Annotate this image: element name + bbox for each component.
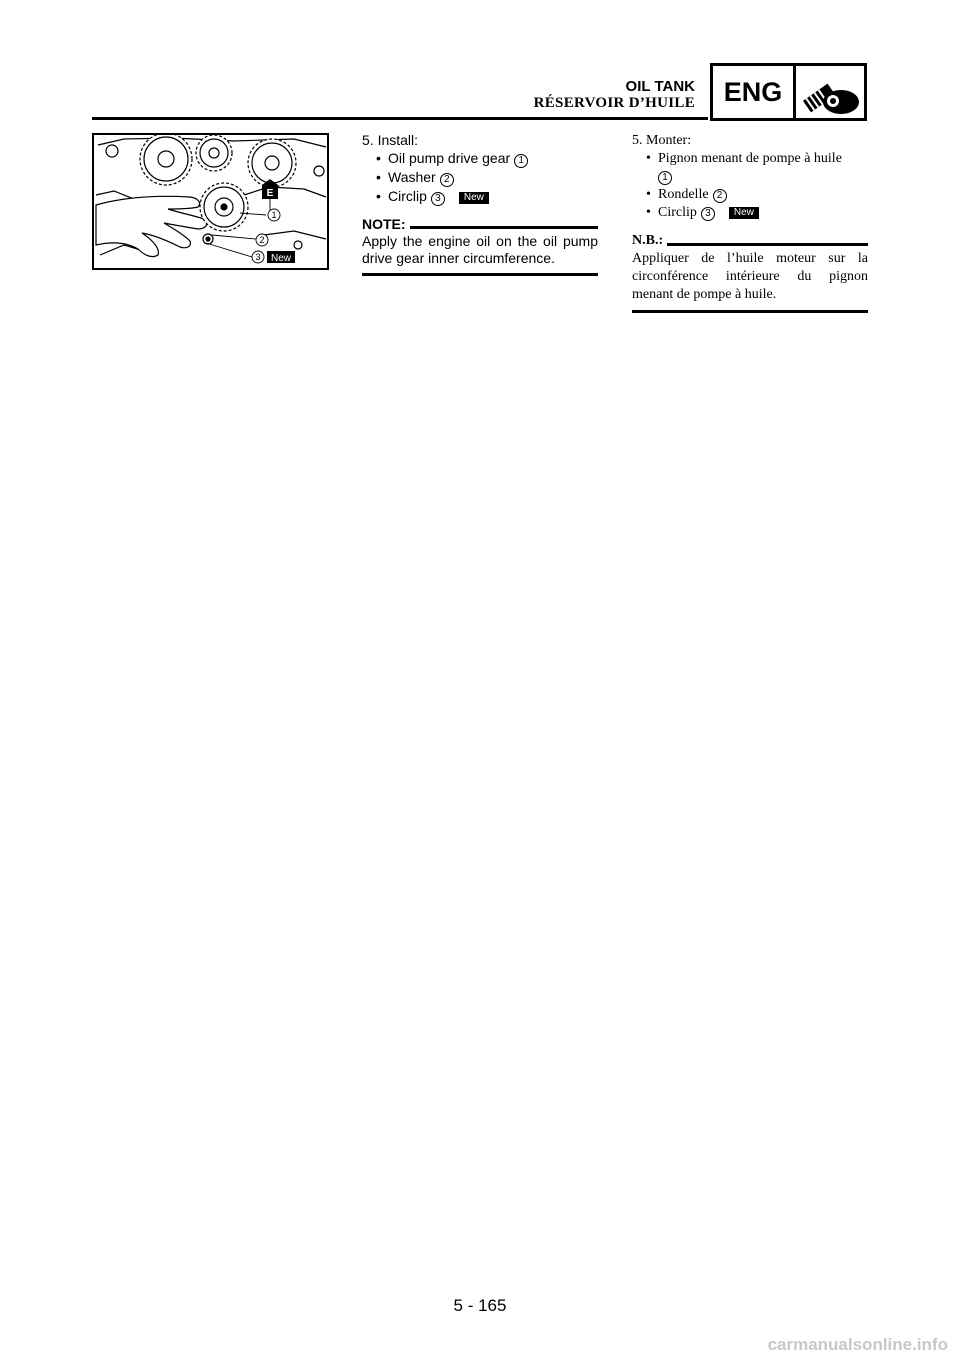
- list-item: • Oil pump drive gear 1: [376, 150, 598, 168]
- callout-number: 3: [701, 207, 715, 221]
- section-subtitle: RÉSERVOIR D’HUILE: [533, 95, 695, 111]
- step-heading-en: 5. Install:: [362, 132, 419, 148]
- callout-number: 1: [514, 154, 528, 168]
- callout-number: 3: [431, 192, 445, 206]
- list-item: • Pignon menant de pompe à huile 1: [646, 150, 868, 186]
- note-bottom-rule: [362, 273, 598, 276]
- figure-new-badge: New: [270, 253, 292, 264]
- list-item: • Washer 2: [376, 169, 598, 187]
- section-label: ENG: [713, 66, 796, 118]
- note-text-en: Apply the engine oil on the oil pump drive gear inner circumference.: [362, 233, 598, 266]
- callout-number: 1: [658, 171, 672, 185]
- note-text-fr: Appliquer de l’huile moteur sur la circonférence intérieure du pignon menant de pompe à huile.: [632, 251, 868, 302]
- note-header-fr: [632, 233, 868, 249]
- english-column: [362, 132, 598, 276]
- note-header-en: [362, 217, 598, 232]
- list-item: • Circlip 3 New: [376, 188, 598, 206]
- note-rule: [410, 226, 598, 229]
- callout-2: 2: [259, 235, 265, 245]
- svg-text:E: E: [266, 188, 274, 199]
- install-list-fr: [632, 150, 868, 222]
- list-item: • Circlip 3 New: [646, 204, 868, 222]
- note-label: N.B.:: [632, 233, 664, 248]
- callout-1: 1: [271, 210, 277, 220]
- section-tab: [710, 63, 867, 121]
- install-list-en: [362, 150, 598, 206]
- new-badge: New: [729, 207, 759, 219]
- oil-pump-gear-illustration: [92, 133, 329, 270]
- watermark: carmanualsonline.info: [767, 1335, 948, 1354]
- header-rule: [92, 117, 708, 120]
- step-heading-fr: 5. Monter:: [632, 133, 692, 148]
- note-rule: [667, 243, 868, 246]
- new-badge: New: [459, 192, 489, 204]
- callout-3: 3: [255, 252, 261, 262]
- callout-number: 2: [440, 173, 454, 187]
- note-bottom-rule: [632, 310, 868, 313]
- note-label: NOTE:: [362, 216, 406, 232]
- callout-number: 2: [713, 189, 727, 203]
- engine-gear-icon: [795, 68, 863, 116]
- list-item: • Rondelle 2: [646, 186, 868, 204]
- page-number: 5 - 165: [453, 1296, 507, 1315]
- section-title: OIL TANK: [625, 78, 695, 95]
- french-column: [632, 132, 868, 313]
